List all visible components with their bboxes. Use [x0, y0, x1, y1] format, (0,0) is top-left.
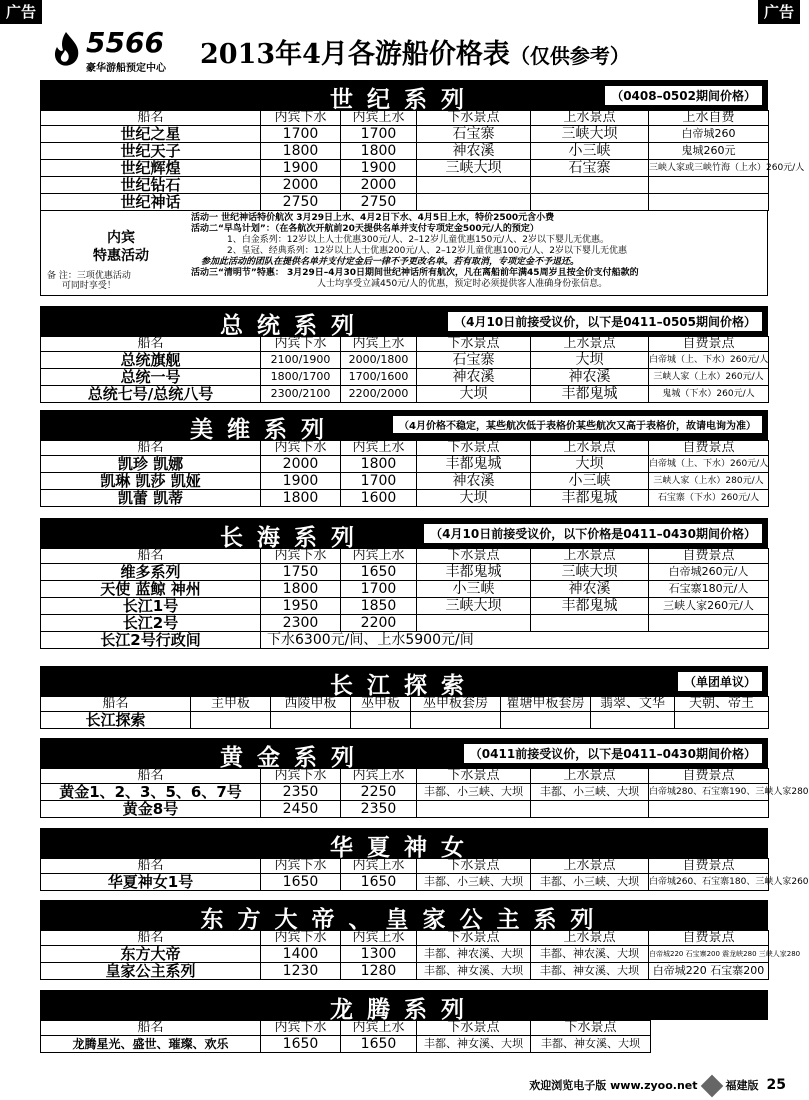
ad-label-left: 广告 — [0, 0, 42, 24]
optional-spot: 三峡人家（上水）260元/人 — [649, 369, 769, 386]
spot-down — [417, 177, 531, 194]
header-cell: 船名 — [41, 769, 261, 784]
optional-spot — [649, 177, 769, 194]
table-row — [41, 352, 769, 369]
table-row — [41, 874, 769, 891]
section-title: 东方大帝、皇家公主系列 — [200, 907, 608, 933]
header-cell: 上水景点 — [531, 441, 649, 456]
spot-down: 大坝 — [417, 490, 531, 507]
spot-up: 丰都鬼城 — [531, 386, 649, 403]
spot-up — [531, 177, 649, 194]
ship-name: 世纪神话 — [41, 194, 261, 211]
ship-name: 世纪辉煌 — [41, 160, 261, 177]
section-changhai — [40, 518, 768, 649]
header-cell: 内宾下水 — [261, 441, 341, 456]
price-down: 1800 — [261, 490, 341, 507]
section-president — [40, 306, 768, 403]
price-down: 2750 — [261, 194, 341, 211]
section-note: （0408–0502期间价格） — [605, 86, 762, 105]
section-title: 世纪系列 — [330, 87, 478, 113]
header-cell: 内宾上水 — [341, 441, 417, 456]
header-cell: 上水景点 — [531, 111, 649, 126]
optional-spot: 三峡人家260元/人 — [649, 598, 769, 615]
header-cell: 内宾下水 — [261, 337, 341, 352]
price-up: 1850 — [341, 598, 417, 615]
header-cell: 下水景点 — [417, 1021, 531, 1036]
spot-down: 丰都、神女溪、大坝 — [417, 1036, 531, 1053]
table-row — [41, 369, 769, 386]
deck-price — [675, 712, 769, 729]
table-row — [41, 456, 769, 473]
ship-name: 长江1号 — [41, 598, 261, 615]
price-table — [40, 930, 801, 980]
header-cell: 下水景点 — [417, 769, 531, 784]
spot-down: 石宝寨 — [417, 352, 531, 369]
optional-spot: 白帝城260、石宝寨180、三峡人家260 — [649, 874, 769, 891]
price-up: 1700 — [341, 126, 417, 143]
header-cell: 上水景点 — [531, 337, 649, 352]
optional-spot: 石宝寨（下水）260元/人 — [649, 490, 769, 507]
header-cell: 瞿塘甲板套房 — [501, 697, 591, 712]
price-up: 2000/1800 — [341, 352, 417, 369]
table-row — [41, 490, 769, 507]
section-bar — [40, 990, 768, 1023]
deck-table — [40, 696, 769, 729]
section-emperor-princess — [40, 900, 801, 980]
promo-line: 活动三“清明节”特惠： 3月29日–4月30日期间世纪神话所有航次，凡在离船前年满45周岁且按全价支付船款的 — [191, 268, 639, 278]
header-cell: 主甲板 — [191, 697, 271, 712]
header-cell: 船名 — [41, 697, 191, 712]
logo-tagline: 豪华游船预定中心 — [86, 63, 166, 74]
spot-down-2: 丰都、神女溪、大坝 — [531, 1036, 651, 1053]
promo-remark: 备 注：三项优惠活动 可同时享受！ — [47, 271, 131, 291]
spot-up: 小三峡 — [531, 143, 649, 160]
deck-price — [191, 712, 271, 729]
ship-name: 凯珍 凯娜 — [41, 456, 261, 473]
spot-down: 丰都、神女溪、大坝 — [417, 963, 531, 980]
table-row — [41, 143, 769, 160]
section-title: 美维系列 — [190, 417, 338, 443]
optional-spot: 白帝城220 石宝寨200 — [649, 963, 769, 980]
optional-spot: 三峡人家或三峡竹海（上水）260元/人 — [649, 160, 769, 177]
price-up: 1800 — [341, 143, 417, 160]
section-title: 华夏神女 — [330, 835, 478, 861]
header-cell: 自费景点 — [649, 441, 769, 456]
spot-down: 丰都、小三峡、大坝 — [417, 874, 531, 891]
section-bar — [40, 738, 768, 771]
section-bar — [40, 666, 768, 699]
promo-line: 1、白金系列：12岁以上人士优惠300元/人、2–12岁儿童优惠150元/人、2岁以下婴儿无优惠。 — [227, 235, 610, 245]
header-cell: 自费景点 — [649, 549, 769, 564]
promo-line: 参加此活动的团队在提供名单并支付定金后一律不予更改名单。若有取消，专项定金不予退还。 — [201, 257, 580, 267]
table-row — [41, 160, 769, 177]
footer-edition: 福建版 — [725, 1079, 759, 1092]
promo-line: 人士均享受立减450元/人的优惠，预定时必须提供客人准确身份张信息。 — [317, 279, 608, 289]
spot-down: 神农溪 — [417, 473, 531, 490]
table-row — [41, 712, 769, 729]
price-down: 1650 — [261, 874, 341, 891]
title-main: 2013年4月各游船价格表 — [200, 39, 510, 70]
price-up: 1300 — [341, 946, 417, 963]
spot-down: 三峡大坝 — [417, 598, 531, 615]
header-cell: 上水景点 — [531, 769, 649, 784]
deck-price — [351, 712, 411, 729]
header-cell: 下水景点 — [417, 931, 531, 946]
spot-down — [417, 615, 531, 632]
deck-price — [271, 712, 351, 729]
table-row — [41, 946, 769, 963]
spot-up: 大坝 — [531, 352, 649, 369]
price-down: 1800 — [261, 143, 341, 160]
table-row — [41, 581, 769, 598]
header-cell: 船名 — [41, 441, 261, 456]
table-row — [41, 801, 769, 818]
optional-spot: 白帝城280、石宝寨190、三峡人家280 — [649, 784, 769, 801]
price-up: 1700/1600 — [341, 369, 417, 386]
page-title — [200, 32, 630, 71]
spot-up: 丰都、神女溪、大坝 — [531, 963, 649, 980]
header-cell: 内宾下水 — [261, 111, 341, 126]
header-cell: 内宾下水 — [261, 931, 341, 946]
header-cell: 内宾下水 — [261, 1021, 341, 1036]
header-cell: 自费景点 — [649, 931, 769, 946]
header-cell: 内宾上水 — [341, 549, 417, 564]
header-cell: 船名 — [41, 859, 261, 874]
spot-up: 神农溪 — [531, 581, 649, 598]
ship-name: 长江2号 — [41, 615, 261, 632]
price-down: 2000 — [261, 456, 341, 473]
section-note: （单团单议） — [678, 672, 762, 691]
promo-line: 活动二“早鸟计划”：（在各航次开航前20天提供名单并支付专项定金500元/人的预定） — [191, 224, 539, 234]
header-cell: 自费景点 — [649, 859, 769, 874]
optional-spot: 鬼城260元 — [649, 143, 769, 160]
price-table — [40, 110, 805, 211]
promo-title: 内宾 特惠活动 — [93, 230, 149, 264]
spot-up: 三峡大坝 — [531, 564, 649, 581]
section-title: 黄金系列 — [220, 745, 368, 771]
ship-name: 长江探索 — [41, 712, 191, 729]
header-cell: 内宾上水 — [341, 337, 417, 352]
spot-up: 丰都、神农溪、大坝 — [531, 946, 649, 963]
spot-down: 丰都鬼城 — [417, 564, 531, 581]
spot-down: 丰都、神农溪、大坝 — [417, 946, 531, 963]
header-cell: 内宾上水 — [341, 111, 417, 126]
table-row — [41, 564, 769, 581]
header-cell: 下水景点 — [531, 1021, 651, 1036]
price-up: 1600 — [341, 490, 417, 507]
price-table — [40, 1020, 651, 1053]
spot-down: 丰都鬼城 — [417, 456, 531, 473]
price-down: 1750 — [261, 564, 341, 581]
spot-up: 丰都鬼城 — [531, 490, 649, 507]
section-century — [40, 80, 805, 296]
exec-price: 下水6300元/间、上水5900元/间 — [261, 632, 769, 649]
section-bar — [40, 900, 768, 933]
spot-up: 大坝 — [531, 456, 649, 473]
header-cell: 船名 — [41, 1021, 261, 1036]
table-row — [41, 963, 769, 980]
section-title: 龙腾系列 — [330, 997, 478, 1023]
table-row — [41, 632, 769, 649]
price-up: 2200/2000 — [341, 386, 417, 403]
optional-spot: 白帝城（上、下水）260元/人 — [649, 352, 769, 369]
spot-up — [531, 615, 649, 632]
optional-spot: 白帝城260 — [649, 126, 769, 143]
section-note: （4月价格不稳定，某些航次低于表格价某些航次又高于表格价，故请电询为准） — [393, 416, 762, 433]
header-cell: 上水自费 — [649, 111, 769, 126]
header-cell: 上水景点 — [531, 549, 649, 564]
spot-up: 丰都鬼城 — [531, 598, 649, 615]
spot-up: 小三峡 — [531, 473, 649, 490]
ship-name: 世纪之星 — [41, 126, 261, 143]
page-header — [40, 26, 770, 78]
price-down: 1230 — [261, 963, 341, 980]
section-bar — [40, 518, 768, 551]
logo-number: 5566 — [86, 26, 164, 59]
price-down: 1900 — [261, 473, 341, 490]
spot-down: 小三峡 — [417, 581, 531, 598]
price-up: 2250 — [341, 784, 417, 801]
section-golden — [40, 738, 809, 818]
table-row — [41, 615, 769, 632]
header-cell: 船名 — [41, 549, 261, 564]
ship-name: 世纪天子 — [41, 143, 261, 160]
header-cell: 上水景点 — [531, 931, 649, 946]
section-note: （4月10日前接受议价，以下是0411–0505期间价格） — [448, 312, 762, 331]
section-bar — [40, 306, 768, 339]
optional-spot — [649, 194, 769, 211]
deck-price — [591, 712, 675, 729]
header-cell: 巫甲板套房 — [411, 697, 501, 712]
price-up: 1650 — [341, 874, 417, 891]
spot-down — [417, 801, 531, 818]
ship-name: 黄金1、2、3、5、6、7号 — [41, 784, 261, 801]
table-row — [41, 194, 769, 211]
header-cell: 下水景点 — [417, 337, 531, 352]
section-note: （0411前接受议价，以下是0411–0430期间价格） — [464, 744, 762, 763]
header-cell: 自费景点 — [649, 769, 769, 784]
promo-line: 活动一 世纪神话特价航次 3月29日上水、4月2日下水、4月5日上水，特价2500元含小费 — [191, 213, 555, 223]
section-viking — [40, 410, 768, 507]
ship-name: 总统七号/总统八号 — [41, 386, 261, 403]
page-footer — [529, 1077, 786, 1094]
header-cell: 下水景点 — [417, 111, 531, 126]
section-title: 长海系列 — [220, 525, 368, 551]
header-cell: 翡翠、文华 — [591, 697, 675, 712]
spot-down: 丰都、小三峡、大坝 — [417, 784, 531, 801]
ship-name: 东方大帝 — [41, 946, 261, 963]
spot-up — [531, 801, 649, 818]
header-cell: 下水景点 — [417, 549, 531, 564]
price-table — [40, 858, 809, 891]
header-cell: 天朝、帝王 — [675, 697, 769, 712]
promo-line: 2、皇冠、经典系列：12岁以上人士优惠200元/人、2–12岁儿童优惠100元/人、2岁以下婴儿无优惠 — [227, 246, 628, 256]
ship-name: 龙腾星光、盛世、璀璨、欢乐 — [41, 1036, 261, 1053]
price-down: 2300/2100 — [261, 386, 341, 403]
section-longteng — [40, 990, 768, 1053]
flame-logo-icon — [50, 30, 82, 68]
price-down: 1650 — [261, 1036, 341, 1053]
header-cell: 内宾上水 — [341, 859, 417, 874]
optional-spot — [649, 615, 769, 632]
table-row — [41, 126, 769, 143]
price-down: 2000 — [261, 177, 341, 194]
header-cell: 船名 — [41, 931, 261, 946]
section-bar — [40, 410, 768, 443]
optional-spot — [649, 801, 769, 818]
ship-name: 总统一号 — [41, 369, 261, 386]
header-cell: 船名 — [41, 111, 261, 126]
section-bar — [40, 80, 768, 113]
ship-name: 长江2号行政间 — [41, 632, 261, 649]
header-cell: 内宾上水 — [341, 769, 417, 784]
section-bar — [40, 828, 768, 861]
header-cell: 内宾下水 — [261, 549, 341, 564]
footer-text: 欢迎浏览电子版 www.zyoo.net — [529, 1079, 698, 1092]
table-row — [41, 784, 769, 801]
price-down: 2450 — [261, 801, 341, 818]
price-down: 2100/1900 — [261, 352, 341, 369]
ship-name: 总统旗舰 — [41, 352, 261, 369]
spot-up: 三峡大坝 — [531, 126, 649, 143]
deck-price — [501, 712, 591, 729]
header-cell: 内宾下水 — [261, 769, 341, 784]
price-up: 2000 — [341, 177, 417, 194]
ship-name: 华夏神女1号 — [41, 874, 261, 891]
spot-down: 石宝寨 — [417, 126, 531, 143]
header-cell: 自费景点 — [649, 337, 769, 352]
spot-up: 丰都、小三峡、大坝 — [531, 784, 649, 801]
table-row — [41, 1036, 651, 1053]
header-cell: 内宾上水 — [341, 1021, 417, 1036]
price-down: 1400 — [261, 946, 341, 963]
price-up: 2200 — [341, 615, 417, 632]
price-table — [40, 336, 769, 403]
price-up: 1650 — [341, 564, 417, 581]
price-up: 1800 — [341, 456, 417, 473]
logo — [50, 26, 190, 76]
spot-down — [417, 194, 531, 211]
title-note: （仅供参考） — [509, 44, 630, 68]
ship-name: 黄金8号 — [41, 801, 261, 818]
spot-up: 丰都、小三峡、大坝 — [531, 874, 649, 891]
spot-down: 大坝 — [417, 386, 531, 403]
ship-name: 皇家公主系列 — [41, 963, 261, 980]
price-table — [40, 548, 769, 649]
section-title: 总统系列 — [220, 313, 368, 339]
header-cell: 西陵甲板 — [271, 697, 351, 712]
header-cell: 巫甲板 — [351, 697, 411, 712]
optional-spot: 三峡人家（上水）280元/人 — [649, 473, 769, 490]
section-explorer — [40, 666, 768, 729]
price-down: 1700 — [261, 126, 341, 143]
price-table — [40, 768, 809, 818]
section-note: （4月10日前接受议价，以下价格是0411–0430期间价格） — [424, 524, 762, 543]
price-up: 1900 — [341, 160, 417, 177]
deck-price — [411, 712, 501, 729]
price-down: 1900 — [261, 160, 341, 177]
header-cell: 内宾上水 — [341, 931, 417, 946]
section-title: 长江探索 — [330, 673, 478, 699]
ship-name: 凯蕾 凯蒂 — [41, 490, 261, 507]
spot-up — [531, 194, 649, 211]
optional-spot: 白帝城220 石宝寨200 震龙峡280 三峡人家280 — [649, 946, 769, 963]
spot-up: 石宝寨 — [531, 160, 649, 177]
table-row — [41, 177, 769, 194]
spot-down: 三峡大坝 — [417, 160, 531, 177]
optional-spot: 白帝城260元/人 — [649, 564, 769, 581]
spot-up: 神农溪 — [531, 369, 649, 386]
ad-label-right: 广告 — [758, 0, 800, 24]
ship-name: 凯琳 凯莎 凯娅 — [41, 473, 261, 490]
price-down: 2350 — [261, 784, 341, 801]
header-cell: 下水景点 — [417, 859, 531, 874]
price-down: 1950 — [261, 598, 341, 615]
ship-name: 天使 蓝鲸 神州 — [41, 581, 261, 598]
price-table — [40, 440, 769, 507]
header-cell: 下水景点 — [417, 441, 531, 456]
promo-box — [40, 211, 768, 296]
promo-lines — [191, 213, 765, 290]
price-down: 1800/1700 — [261, 369, 341, 386]
price-up: 1700 — [341, 581, 417, 598]
price-up: 2750 — [341, 194, 417, 211]
ship-name: 维多系列 — [41, 564, 261, 581]
price-down: 1800 — [261, 581, 341, 598]
price-up: 2350 — [341, 801, 417, 818]
price-down: 2300 — [261, 615, 341, 632]
table-row — [41, 386, 769, 403]
page-number: 25 — [766, 1077, 786, 1093]
table-row — [41, 473, 769, 490]
price-up: 1700 — [341, 473, 417, 490]
section-huaxia — [40, 828, 809, 891]
spot-down: 神农溪 — [417, 143, 531, 160]
ship-name: 世纪钻石 — [41, 177, 261, 194]
diamond-logo-icon — [700, 1075, 723, 1098]
header-cell: 船名 — [41, 337, 261, 352]
optional-spot: 鬼城（下水）260元/人 — [649, 386, 769, 403]
table-row — [41, 598, 769, 615]
optional-spot: 石宝寨180元/人 — [649, 581, 769, 598]
price-up: 1650 — [341, 1036, 417, 1053]
header-cell: 上水景点 — [531, 859, 649, 874]
spot-down: 神农溪 — [417, 369, 531, 386]
price-up: 1280 — [341, 963, 417, 980]
optional-spot: 白帝城（上、下水）260元/人 — [649, 456, 769, 473]
header-cell: 内宾下水 — [261, 859, 341, 874]
